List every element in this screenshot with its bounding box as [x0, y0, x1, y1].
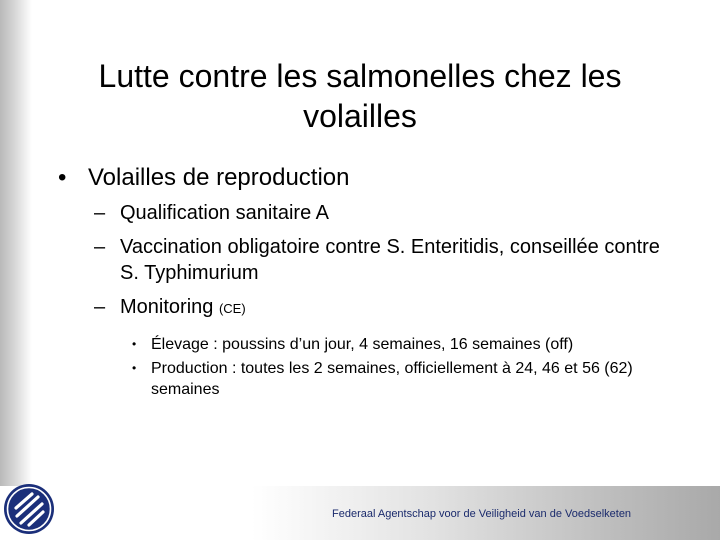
slide-content [58, 160, 678, 403]
sub-bullet-item [58, 294, 678, 322]
dash-marker: – [94, 296, 106, 318]
slide-title: Lutte contre les salmonelles chez les volailles [98, 58, 622, 134]
dash-marker: – [94, 202, 106, 224]
sub-bullet-text: Vaccination obligatoire contre S. Enteritidis, conseillée contre S. Typhimurium [120, 236, 660, 284]
footer-organization-name: Federaal Agentschap voor de Veiligheid van de Voedselketen [332, 508, 632, 520]
sub-sub-bullet-item [58, 334, 671, 355]
left-gradient-band [0, 0, 32, 540]
dot-marker: • [132, 361, 137, 375]
bullet-level1 [58, 160, 678, 196]
dash-marker: – [94, 236, 106, 258]
sub-sub-bullet-item [58, 358, 671, 400]
sub-sub-bullet-text: Élevage : poussins d’un jour, 4 semaines, 16 semaines (off) [151, 336, 574, 353]
sub-bullet-item [58, 200, 678, 226]
bullet-text: Volailles de reproduction [88, 164, 350, 191]
bullet-marker: • [58, 164, 67, 191]
sub-bullet-suffix: (CE) [218, 301, 246, 316]
sub-sub-bullet-text: Production : toutes les 2 semaines, officiellement à 24, 46 et 56 (62) semaines [151, 360, 633, 398]
sub-bullet-item [58, 234, 678, 286]
sub-bullet-text: Monitoring [120, 296, 219, 318]
dot-marker: • [132, 337, 137, 351]
afsca-logo-icon [2, 482, 56, 536]
sub-bullet-list [58, 200, 678, 322]
sub-sub-bullet-list [58, 334, 678, 400]
sub-bullet-text: Qualification sanitaire A [120, 202, 330, 224]
